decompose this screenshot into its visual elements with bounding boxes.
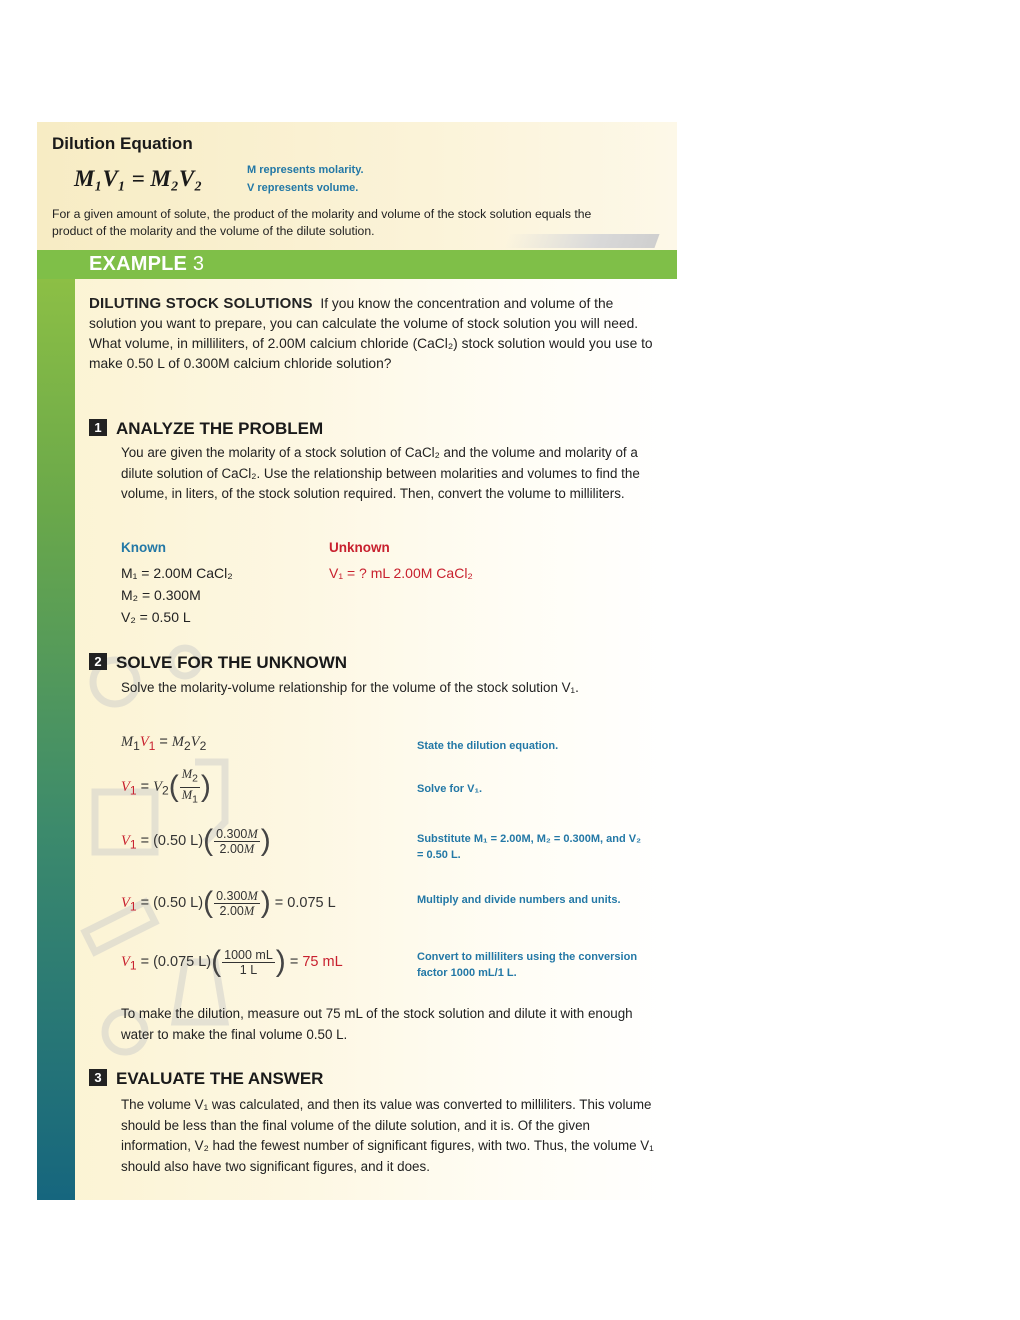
example-banner <box>37 250 677 279</box>
dilution-equation: M₁V₁ = M₂V₂ <box>74 166 203 191</box>
dilution-equation-box <box>37 122 677 250</box>
intro-text: If you know the concentration and volume of the solution you want to prepare, you can calculate the volume of stock solution you will need. What volume, in milliliters, of 2.00M calcium chloride (CaCl₂) stock solution would you use to make 0.50 L of 0.300M calcium chloride solution? <box>89 296 653 371</box>
step2-heading <box>89 653 347 673</box>
note-molarity: M represents molarity. <box>247 164 364 176</box>
step1-body: You are given the molarity of a stock solution of CaCl₂ and the volume and molarity of a dilute solution of CaCl₂. Use the relationship between molarities and volumes to find the volume, in liters, of the stock solution required. Then, convert the volume to milliliters. <box>121 445 640 501</box>
annotation-substitute: Substitute M₁ = 2.00M, M₂ = 0.300M, and V₂ = 0.50 L. <box>417 833 641 861</box>
step2-title: SOLVE FOR THE UNKNOWN <box>116 653 348 672</box>
annotation-multiply: Multiply and divide numbers and units. <box>417 894 621 906</box>
step1-heading <box>89 419 323 439</box>
step3-number: 3 <box>89 1069 107 1086</box>
gradient-sidebar <box>37 279 75 1200</box>
annotation-solve-v1: Solve for V₁. <box>417 783 483 795</box>
annotation-convert: Convert to milliliters using the conversion factor 1000 mL/1 L. <box>417 951 638 979</box>
step2-body: Solve the molarity-volume relationship for the volume of the stock solution V₁. <box>121 680 579 695</box>
example-number: 3 <box>192 253 205 275</box>
step1-title: ANALYZE THE PROBLEM <box>116 419 324 438</box>
example-label: EXAMPLE <box>89 253 188 275</box>
math-convert: $V_1 = (0.075$ L)( $\frac{1000 mL}{1 L}$ ) = 75 mL <box>121 945 343 978</box>
step3-title: EVALUATE THE ANSWER <box>116 1069 324 1088</box>
known-m1: M₁ = 2.00M CaCl₂ <box>121 565 233 581</box>
step3-body: The volume V₁ was calculated, and then its value was converted to milliliters. This volume should be less than the final volume of the dilute solution, and it is. Of the given information, V₂ had the fewest number of significant figures, with two. Thus, the volume V₁ should also have two significant figures, and it does. <box>121 1097 654 1174</box>
math-solve-v1: $V_1 = V_2$( $\frac{M_2}{M_1}$ ) <box>121 767 211 805</box>
decorative-swoosh <box>504 234 659 248</box>
intro-paragraph <box>89 294 659 374</box>
step3-heading <box>89 1069 323 1089</box>
math-dilution-equation: $M_1V_1 = M_2V_2$ <box>121 734 207 753</box>
step1-number: 1 <box>89 419 107 436</box>
known-m2: M₂ = 0.300M <box>121 587 201 603</box>
example-page <box>37 122 677 1200</box>
known-v2: V₂ = 0.50 L <box>121 609 191 625</box>
known-heading: Known <box>121 540 166 555</box>
equation-title: Dilution Equation <box>52 134 193 153</box>
note-volume: V represents volume. <box>247 182 359 194</box>
math-substitute: $V_1 = (0.50$ L)( $\frac{0.300M}{2.00M}$ ) <box>121 824 271 857</box>
unknown-v1: V₁ = ? mL 2.00M CaCl₂ <box>329 565 473 581</box>
step2-number: 2 <box>89 653 107 670</box>
example-banner-text <box>89 253 204 276</box>
step2-conclusion: To make the dilution, measure out 75 mL of the stock solution and dilute it with enough water to make the final volume 0.50 L. <box>121 1006 633 1042</box>
annotation-state-equation: State the dilution equation. <box>417 740 559 752</box>
intro-lead: DILUTING STOCK SOLUTIONS <box>89 295 313 312</box>
unknown-heading: Unknown <box>329 540 390 555</box>
equation-description: For a given amount of solute, the product of the molarity and volume of the stock solution equals the product of the molarity and the volume of the dilute solution. <box>52 207 592 238</box>
math-multiply: $V_1 = (0.50$ L)( $\frac{0.300M}{2.00M}$ ) = 0.075 L <box>121 886 336 919</box>
